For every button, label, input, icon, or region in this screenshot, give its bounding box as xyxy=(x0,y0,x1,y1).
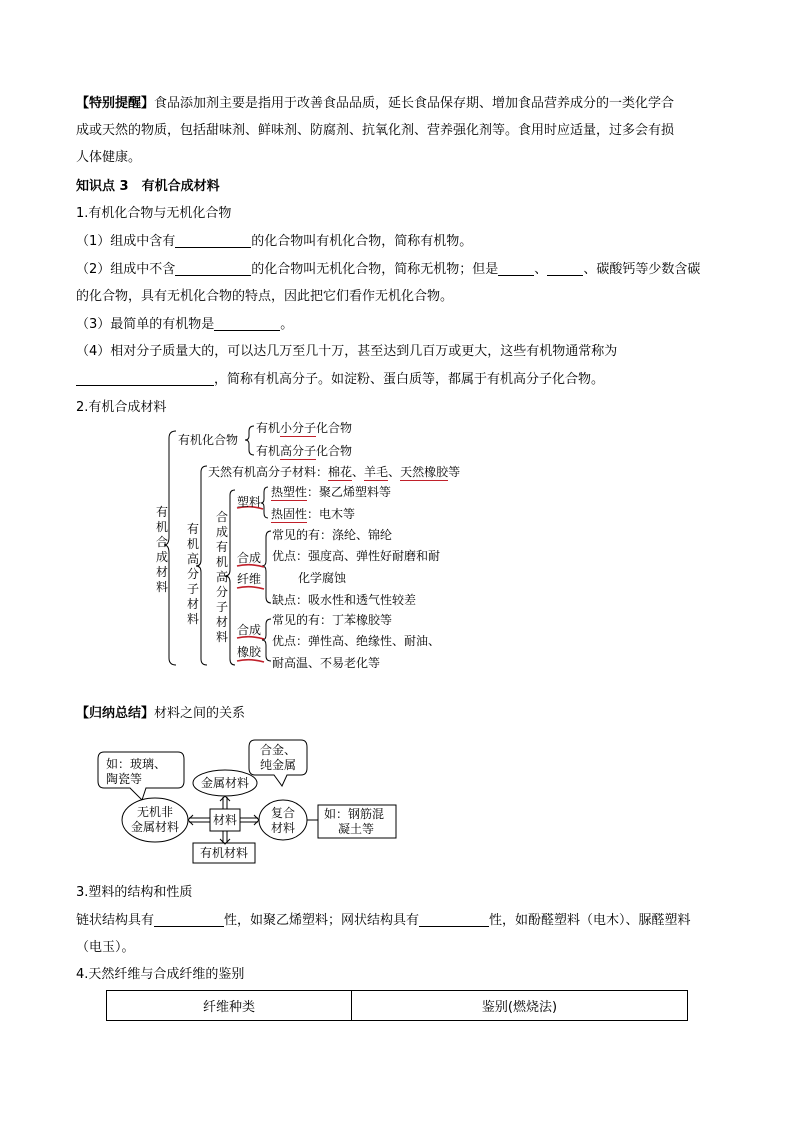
part-4-heading: 4.天然纤维与合成纤维的鉴别 xyxy=(76,967,245,982)
question-1: （1）组成中含有 的化合物叫有机化合物，简称有机物。 xyxy=(76,234,473,249)
section-3-title: 知识点 3 有机合成材料 xyxy=(76,179,220,194)
material-label: 材料 xyxy=(213,813,238,827)
summary-label: 【归纳总结】 xyxy=(76,706,155,721)
tree-rubber-adv-1: 优点：弹性高、绝缘性、耐油、 xyxy=(272,634,441,648)
tree-fiber-adv-2: 化学腐蚀 xyxy=(298,571,347,585)
inorganic-label-1: 无机非 xyxy=(137,805,174,819)
tree-rubber-adv-2: 耐高温、不易老化等 xyxy=(272,656,381,670)
tree-thermoplastic: 热塑性：聚乙烯塑料等 xyxy=(271,485,392,499)
tree-fiber-common: 常见的有：涤纶、锦纶 xyxy=(272,528,393,542)
tree-root-label: 有机合成材料 xyxy=(155,505,168,594)
organic-material-label: 有机材料 xyxy=(200,846,249,860)
tree-fiber-a: 合成 xyxy=(237,551,262,565)
arrow-up-head xyxy=(220,796,230,801)
tree-fiber-dis: 缺点：吸水性和透气性较差 xyxy=(272,593,417,607)
answer-blank[interactable] xyxy=(154,912,224,927)
tree-plastic: 塑料 xyxy=(237,495,262,509)
callout-concrete-line-1: 如：钢筋混 xyxy=(324,807,385,821)
tip-line-1: 【特别提醒】食品添加剂主要是指用于改善食品品质，延长食品保存期、增加食品营养成分的一类化学合 xyxy=(76,96,675,111)
arrow-left-head xyxy=(188,815,193,825)
tree-thermoset: 热固性：电木等 xyxy=(271,507,356,521)
tree-organic-compound: 有机化合物 xyxy=(178,433,239,447)
tree-rubber-common: 常见的有：丁苯橡胶等 xyxy=(272,613,393,627)
question-2-cont: 的化合物，具有无机化合物的特点，因此把它们看作无机化合物。 xyxy=(76,289,454,304)
table-header-identification: 鉴别(燃烧法) xyxy=(352,991,688,1021)
composite-label-1: 复合 xyxy=(271,806,296,820)
metal-material-label: 金属材料 xyxy=(201,776,250,790)
tree-natural-polymer: 天然有机高分子材料：棉花、羊毛、天然橡胶等 xyxy=(208,465,461,479)
tree-polymer-label: 有机高分子材料 xyxy=(186,522,199,626)
tree-high-molecule: 有机高分子化合物 xyxy=(256,444,353,458)
callout-alloy-line-1: 合金、 xyxy=(260,743,297,757)
callout-glass-line-1: 如：玻璃、 xyxy=(106,757,167,771)
tree-small-molecule: 有机小分子化合物 xyxy=(256,421,353,435)
part-3-line-1: 链状结构具有 性，如聚乙烯塑料；网状结构具有 性，如酚醛塑料（电木）、脲醛塑料 xyxy=(76,913,691,928)
answer-blank[interactable] xyxy=(419,912,489,927)
tree-rubber-a: 合成 xyxy=(237,623,262,637)
tree-fiber-adv-1: 优点：强度高、弹性好耐磨和耐 xyxy=(272,549,441,563)
question-2: （2）组成中不含 的化合物叫无机化合物，简称无机物；但是 、 、碳酸钙等少数含碳 xyxy=(76,262,701,277)
arrow-right-head xyxy=(254,815,259,825)
tip-label: 【特别提醒】 xyxy=(76,96,155,111)
callout-glass-line-2: 陶瓷等 xyxy=(106,772,143,786)
callout-concrete-line-2: 凝土等 xyxy=(338,822,375,836)
tip-line-2: 成或天然的物质，包括甜味剂、鲜味剂、防腐剂、抗氧化剂、营养强化剂等。食用时应适量，过多会有损 xyxy=(76,123,675,138)
summary-line: 【归纳总结】材料之间的关系 xyxy=(76,706,246,721)
tree-rubber-b: 橡胶 xyxy=(237,645,262,659)
inorganic-label-2: 金属材料 xyxy=(131,820,180,834)
callout-alloy-line-2: 纯金属 xyxy=(260,758,297,772)
tree-fiber-b: 纤维 xyxy=(237,572,262,586)
table-header-row xyxy=(107,991,688,1021)
tip-line-3: 人体健康。 xyxy=(76,150,142,165)
part-3-heading: 3.塑料的结构和性质 xyxy=(76,885,193,900)
fiber-identification-table xyxy=(106,990,688,1021)
question-4: （4）相对分子质量大的，可以达几万至几十万，甚至达到几百万或更大，这些有机物通常称为 xyxy=(76,344,618,359)
table-header-fiber-type: 纤维种类 xyxy=(107,991,352,1021)
part-2-heading: 2.有机合成材料 xyxy=(76,400,167,415)
composite-label-2: 材料 xyxy=(271,821,296,835)
question-3: （3）最简单的有机物是 。 xyxy=(76,317,294,332)
part-1-heading: 1.有机化合物与无机化合物 xyxy=(76,206,232,221)
tree-synthetic-label: 合成有机高分子材料 xyxy=(215,510,228,644)
question-4-cont: ，简称有机高分子。如淀粉、蛋白质等，都属于有机高分子化合物。 xyxy=(76,371,604,389)
part-3-line-2: （电玉）。 xyxy=(76,940,135,955)
